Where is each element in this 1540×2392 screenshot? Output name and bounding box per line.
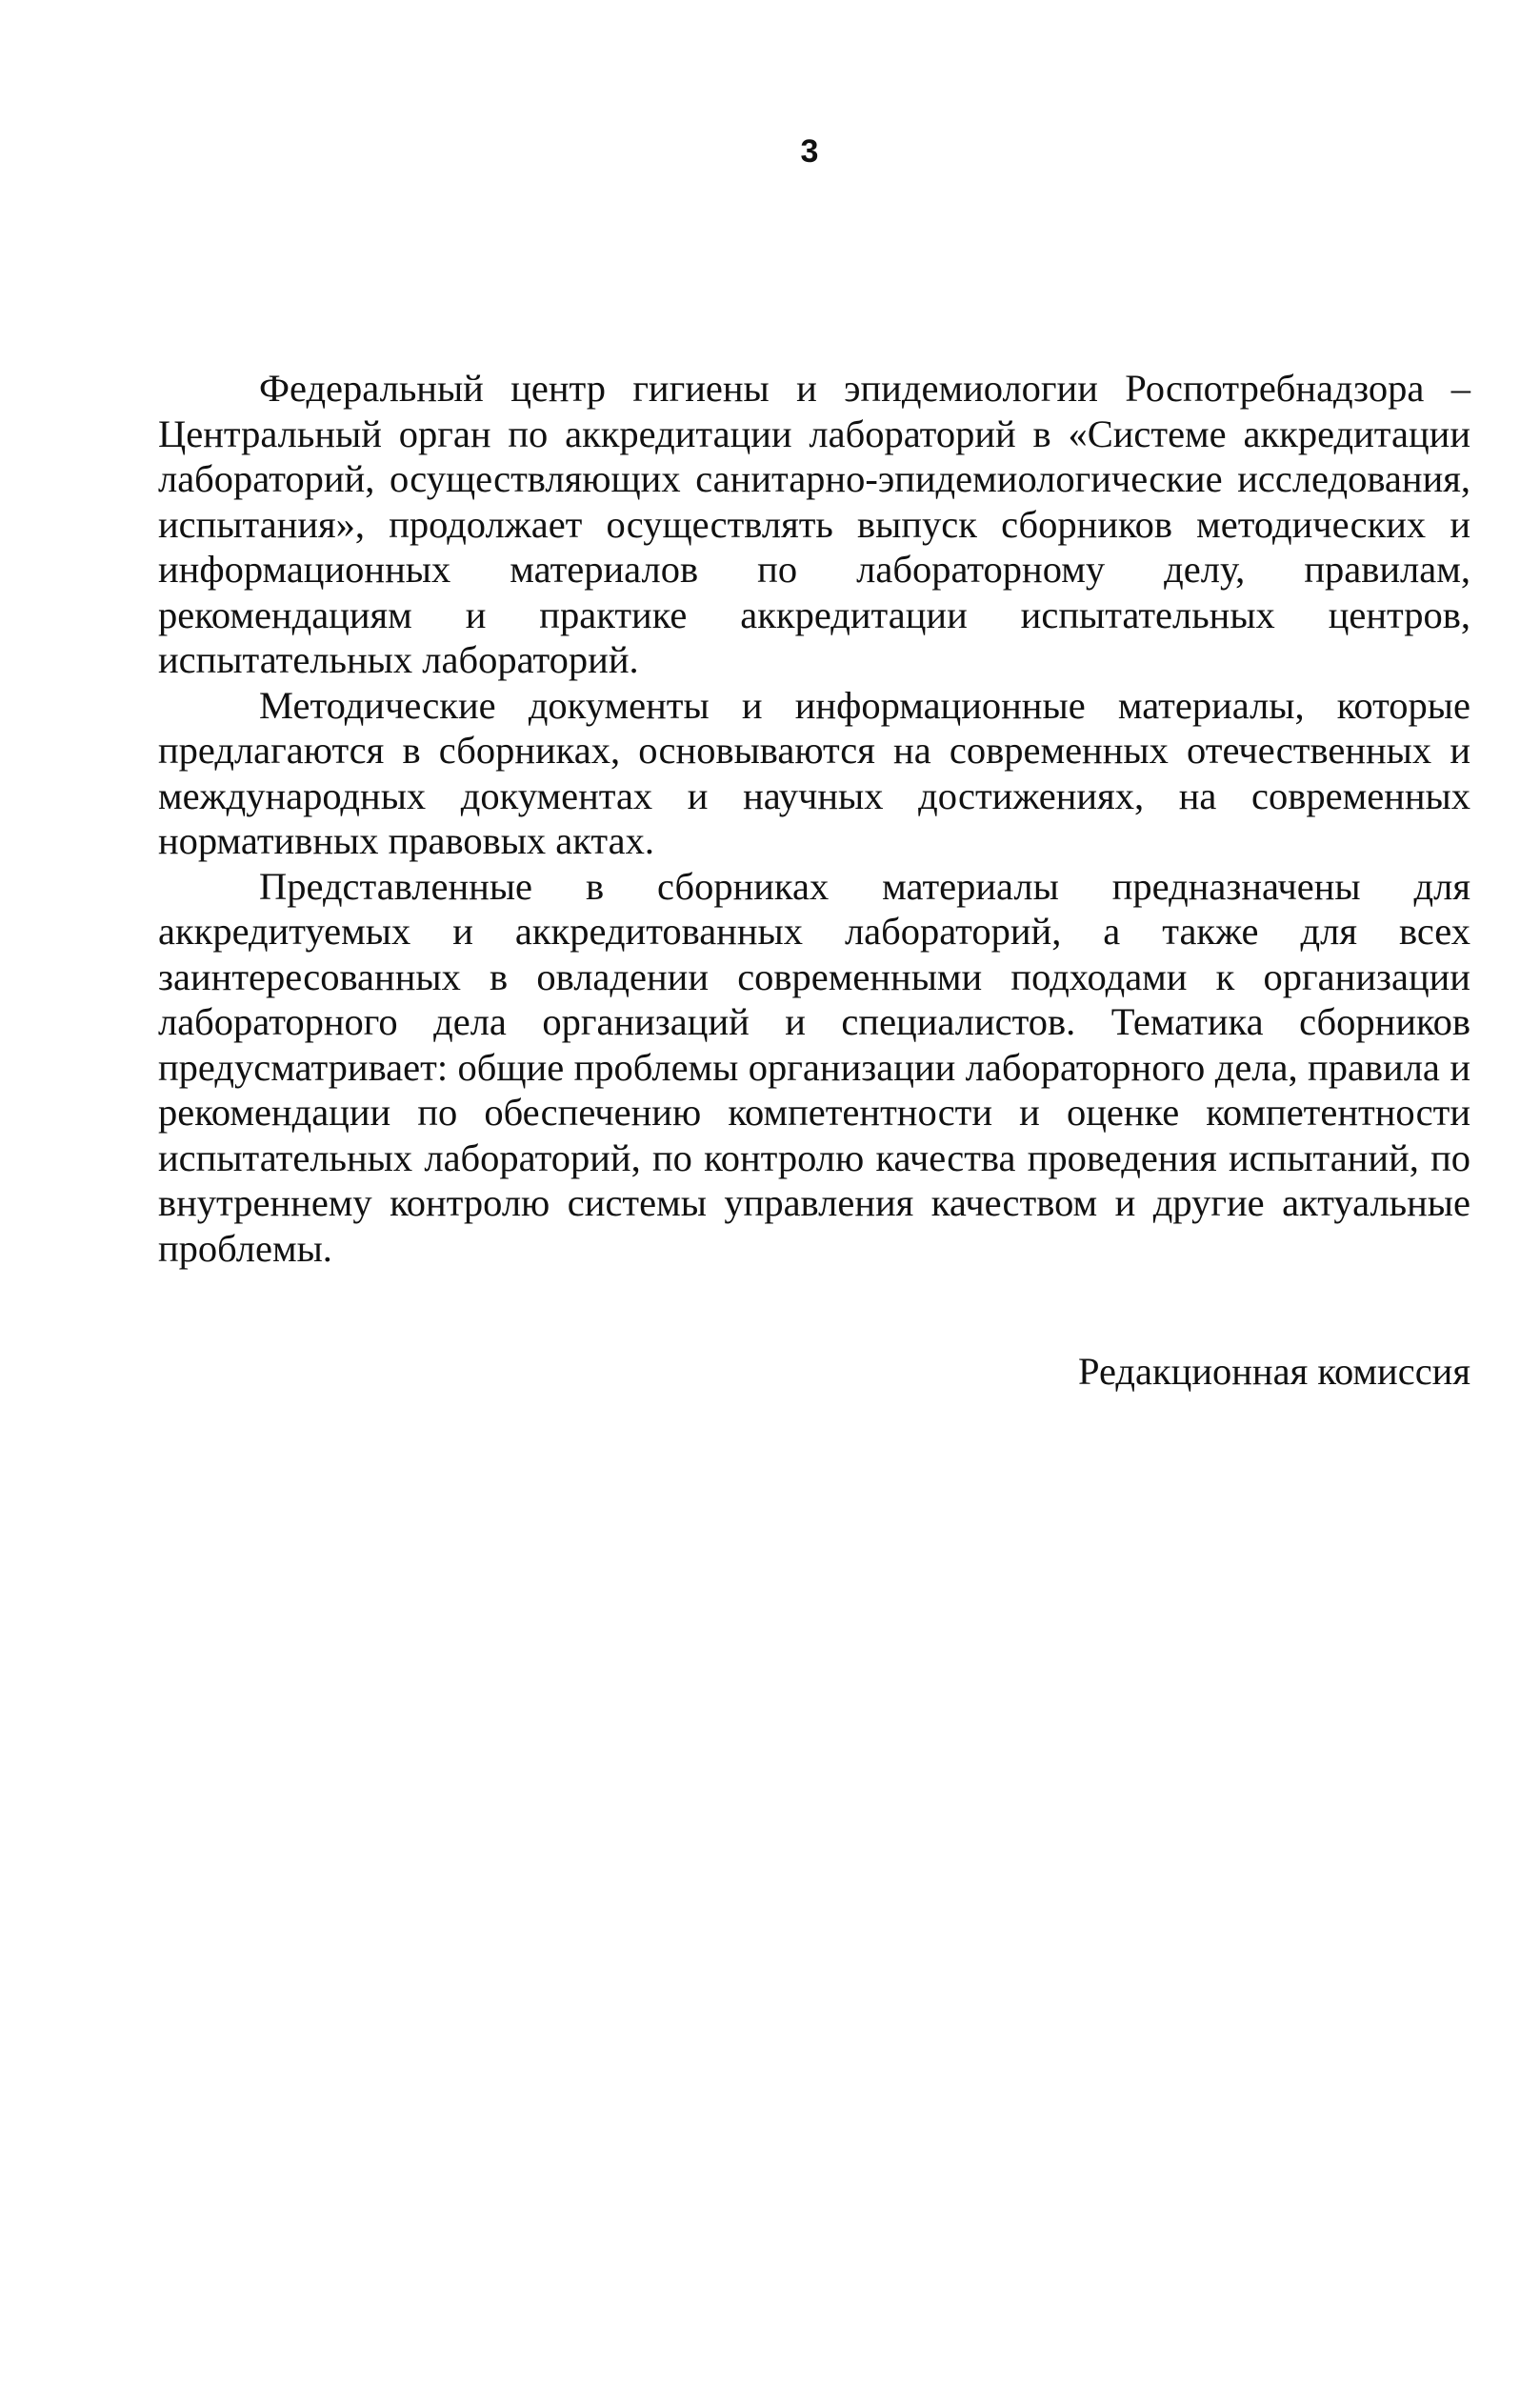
paragraph-methodical-documents: Методические документы и информационные материалы, которые предлагаются в сборниках, основываются на современных отечественных и международных документах и научных достижениях, на современных нормативных правовых актах.: [158, 683, 1470, 862]
paragraph-collection-topics: Представленные в сборниках материалы предназначены для аккредитуемых и аккредитованных лабораторий, а также для всех заинтересованных в овладении современными подходами к организации лабораторного дела организаций и специалистов. Тематика сборников предусматривает: общие проблемы организации лабораторного дела, правила и рекомендации по обеспечению компетентности и оценке компетентности испытательных лабораторий, по контролю качества проведения испытаний, по внутреннему контролю системы управления качеством и другие актуальные проблемы.: [158, 864, 1470, 1270]
paragraph-intro: Федеральный центр гигиены и эпидемиологии Роспотребнадзора – Центральный орган по аккредитации лабораторий в «Системе аккредитации лабораторий, осуществляющих санитарно-эпидемиологические исследования, испытания», продолжает осуществлять выпуск сборников методических и информационных материалов по лабораторному делу, правилам, рекомендациям и практике аккредитации испытательных центров, испытательных лабораторий.: [158, 367, 1470, 681]
signature-editorial-board: Редакционная комиссия: [1077, 1350, 1470, 1393]
page-number: 3: [800, 133, 819, 170]
body-text: [158, 366, 1470, 1271]
